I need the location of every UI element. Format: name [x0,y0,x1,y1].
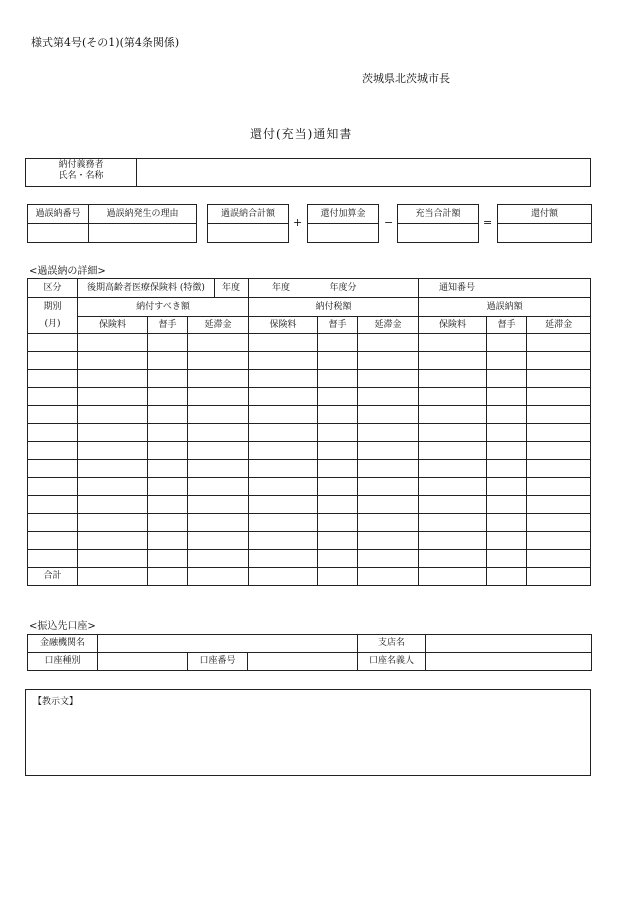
notice-number-cell [419,279,591,298]
period-cell[interactable] [28,424,78,442]
amount-cell[interactable] [318,370,358,388]
detail-rows [28,334,591,568]
amount-cell[interactable] [527,352,591,370]
detail-row [28,388,591,406]
amount-cell[interactable] [188,370,249,388]
amount-cell[interactable] [188,496,249,514]
total-cell[interactable] [487,568,527,586]
fiscal-year-cell [249,279,419,298]
amount-cell[interactable] [358,460,419,478]
amount-cell[interactable] [78,370,148,388]
total-cell[interactable] [358,568,419,586]
amount-cell[interactable] [148,496,188,514]
overpaid-late-fee-header: 延滞金 [527,317,591,334]
amount-cell[interactable] [318,478,358,496]
amount-cell[interactable] [249,352,318,370]
detail-row [28,532,591,550]
total-label: 合計 [28,568,78,586]
overpay-number-cell [28,205,89,242]
amount-cell[interactable] [358,532,419,550]
period-cell[interactable] [28,514,78,532]
amount-cell[interactable] [318,442,358,460]
details-section-title: <過誤納の詳細> [29,266,106,277]
detail-row [28,334,591,352]
amount-cell[interactable] [318,352,358,370]
amount-cell[interactable] [249,532,318,550]
amount-cell[interactable] [527,442,591,460]
amount-cell[interactable] [487,460,527,478]
amount-cell[interactable] [78,478,148,496]
paid-reminder-header: 督手 [318,317,358,334]
bank-section-title: <振込先口座> [29,621,96,632]
amount-cell[interactable] [358,406,419,424]
account-number-field[interactable] [248,653,358,671]
total-cell[interactable] [318,568,358,586]
amount-cell[interactable] [527,334,591,352]
instruction-box [25,689,591,776]
amount-cell[interactable] [527,406,591,424]
amount-cell[interactable] [487,424,527,442]
amount-cell[interactable] [249,424,318,442]
amount-cell[interactable] [419,550,487,568]
amount-cell[interactable] [249,550,318,568]
issuer-name: 茨城県北茨城市長 [362,72,450,85]
allocation-total-box [397,204,479,243]
amount-cell[interactable] [527,424,591,442]
minus-sign: − [384,216,394,229]
amount-cell[interactable] [188,514,249,532]
amount-cell[interactable] [188,442,249,460]
amount-cell[interactable] [318,388,358,406]
paid-late-fee-header: 延滞金 [358,317,419,334]
amount-cell[interactable] [487,442,527,460]
payer-name-field[interactable] [137,159,590,186]
amount-cell[interactable] [527,532,591,550]
amount-cell[interactable] [318,334,358,352]
fiscal-year-value: 年度 [272,282,291,293]
refund-amount-label: 還付額 [498,205,591,224]
group-paid-header: 納付税額 [249,298,419,317]
amount-cell[interactable] [419,442,487,460]
amount-cell[interactable] [78,532,148,550]
account-number-label: 口座番号 [188,653,248,671]
amount-cell[interactable] [249,496,318,514]
period-cell[interactable] [28,370,78,388]
amount-cell[interactable] [78,406,148,424]
detail-row [28,370,591,388]
amount-cell[interactable] [419,532,487,550]
amount-cell[interactable] [527,478,591,496]
payer-label-line2: 氏名・名称 [58,171,104,181]
total-cell[interactable] [527,568,591,586]
amount-cell[interactable] [148,460,188,478]
institution-label: 金融機関名 [28,635,98,653]
amount-cell[interactable] [527,460,591,478]
amount-cell[interactable] [249,460,318,478]
period-label: 期別 [28,298,78,317]
amount-cell[interactable] [148,424,188,442]
amount-cell[interactable] [318,514,358,532]
category-value [78,279,249,298]
amount-cell[interactable] [78,496,148,514]
account-type-label: 口座種別 [28,653,98,671]
amount-cell[interactable] [188,406,249,424]
period-cell[interactable] [28,388,78,406]
fiscal-year-label: 年度 [221,283,240,293]
account-holder-field[interactable] [426,653,592,671]
amount-cell[interactable] [419,388,487,406]
amount-cell[interactable] [419,514,487,532]
amount-cell[interactable] [358,334,419,352]
period-cell[interactable] [28,532,78,550]
amount-cell[interactable] [527,496,591,514]
amount-cell[interactable] [487,532,527,550]
form-number: 様式第4号(その1)(第4条関係) [31,36,180,49]
detail-row [28,424,591,442]
period-cell[interactable] [28,460,78,478]
amount-cell[interactable] [318,496,358,514]
amount-cell[interactable] [148,406,188,424]
payer-label-line1: 納付義務者 [58,160,104,170]
overpay-total-box [207,204,289,243]
period-cell[interactable] [28,334,78,352]
category-label: 区分 [28,279,78,298]
amount-cell[interactable] [188,478,249,496]
amount-cell[interactable] [148,334,188,352]
detail-row [28,442,591,460]
amount-cell[interactable] [249,370,318,388]
period-cell[interactable] [28,478,78,496]
refund-amount-box [497,204,592,243]
detail-row [28,478,591,496]
overpay-reason-cell [89,205,196,242]
detail-row [28,406,591,424]
amount-cell[interactable] [188,550,249,568]
plus-sign: + [293,216,303,229]
detail-row [28,514,591,532]
total-cell[interactable] [78,568,148,586]
period-cell[interactable] [28,442,78,460]
amount-cell[interactable] [148,388,188,406]
amount-cell[interactable] [358,388,419,406]
group-overpaid-header: 過誤納額 [419,298,591,317]
amount-cell[interactable] [358,496,419,514]
amount-cell[interactable] [188,424,249,442]
amount-cell[interactable] [148,550,188,568]
amount-cell[interactable] [487,388,527,406]
amount-cell[interactable] [487,334,527,352]
institution-field[interactable] [98,635,358,653]
detail-row [28,352,591,370]
amount-cell[interactable] [318,406,358,424]
amount-cell[interactable] [249,388,318,406]
amount-cell[interactable] [249,442,318,460]
amount-cell[interactable] [249,478,318,496]
amount-cell[interactable] [487,514,527,532]
category-value-text: 後期高齢者医療保険料 (特徴) [78,279,215,297]
total-cell[interactable] [148,568,188,586]
amount-cell[interactable] [358,442,419,460]
amount-cell[interactable] [419,460,487,478]
amount-cell[interactable] [188,388,249,406]
overpay-reason-label: 過誤納発生の理由 [89,205,196,224]
amount-cell[interactable] [78,442,148,460]
amount-cell[interactable] [527,370,591,388]
amount-cell[interactable] [358,370,419,388]
amount-cell[interactable] [318,424,358,442]
group-due-header: 納付すべき額 [78,298,249,317]
amount-cell[interactable] [527,388,591,406]
payer-box [25,158,591,187]
amount-cell[interactable] [358,550,419,568]
amount-cell[interactable] [78,550,148,568]
overpay-number-label: 過誤納番号 [28,205,88,224]
total-cell[interactable] [419,568,487,586]
amount-cell[interactable] [148,442,188,460]
amount-cell[interactable] [188,334,249,352]
period-cell[interactable] [28,406,78,424]
amount-cell[interactable] [249,334,318,352]
notice-number-label: 通知番号 [439,282,476,293]
amount-cell[interactable] [249,406,318,424]
amount-cell[interactable] [148,514,188,532]
period-cell[interactable] [28,352,78,370]
amount-cell[interactable] [78,334,148,352]
due-late-fee-header: 延滞金 [188,317,249,334]
due-premium-header: 保険料 [78,317,148,334]
month-label: (月) [28,317,78,334]
amount-cell[interactable] [487,406,527,424]
amount-cell[interactable] [419,334,487,352]
overpaid-reminder-header: 督手 [487,317,527,334]
branch-label: 支店名 [358,635,426,653]
amount-cell[interactable] [487,496,527,514]
payer-label [26,159,137,187]
amount-cell[interactable] [78,514,148,532]
bank-table [27,634,592,671]
amount-cell[interactable] [419,424,487,442]
amount-cell[interactable] [318,550,358,568]
amount-cell[interactable] [419,370,487,388]
amount-cell[interactable] [487,478,527,496]
account-type-field[interactable] [98,653,188,671]
amount-cell[interactable] [358,352,419,370]
account-holder-label: 口座名義人 [358,653,426,671]
year-portion: 年度分 [329,282,357,293]
amount-cell[interactable] [527,550,591,568]
refund-addition-label: 還付加算金 [308,205,378,224]
amount-cell[interactable] [78,460,148,478]
details-table [27,278,591,586]
instruction-label: 【教示文】 [33,697,79,707]
amount-cell[interactable] [148,370,188,388]
paid-premium-header: 保険料 [249,317,318,334]
overpaid-premium-header: 保険料 [419,317,487,334]
detail-row [28,550,591,568]
amount-cell[interactable] [188,532,249,550]
amount-cell[interactable] [358,478,419,496]
amount-cell[interactable] [419,496,487,514]
amount-cell[interactable] [188,352,249,370]
amount-cell[interactable] [78,424,148,442]
amount-cell[interactable] [148,478,188,496]
amount-cell[interactable] [487,550,527,568]
total-cell[interactable] [249,568,318,586]
amount-cell[interactable] [419,352,487,370]
amount-cell[interactable] [148,532,188,550]
detail-row [28,460,591,478]
overpay-total-label: 過誤納合計額 [208,205,288,224]
amount-cell[interactable] [78,388,148,406]
period-cell[interactable] [28,550,78,568]
detail-row [28,496,591,514]
allocation-total-label: 充当合計額 [398,205,478,224]
total-cell[interactable] [188,568,249,586]
amount-cell[interactable] [318,532,358,550]
amount-cell[interactable] [487,352,527,370]
refund-addition-box [307,204,379,243]
amount-cell[interactable] [358,424,419,442]
amount-cell[interactable] [358,514,419,532]
amount-cell[interactable] [419,406,487,424]
equals-sign: = [483,216,493,229]
period-cell[interactable] [28,496,78,514]
amount-cell[interactable] [318,460,358,478]
document-title: 還付(充当)通知書 [250,127,353,141]
amount-cell[interactable] [188,460,249,478]
amount-cell[interactable] [78,352,148,370]
amount-cell[interactable] [527,514,591,532]
amount-cell[interactable] [419,478,487,496]
overpay-info-box [27,204,197,243]
branch-field[interactable] [426,635,592,653]
amount-cell[interactable] [148,352,188,370]
due-reminder-header: 督手 [148,317,188,334]
amount-cell[interactable] [249,514,318,532]
amount-cell[interactable] [487,370,527,388]
